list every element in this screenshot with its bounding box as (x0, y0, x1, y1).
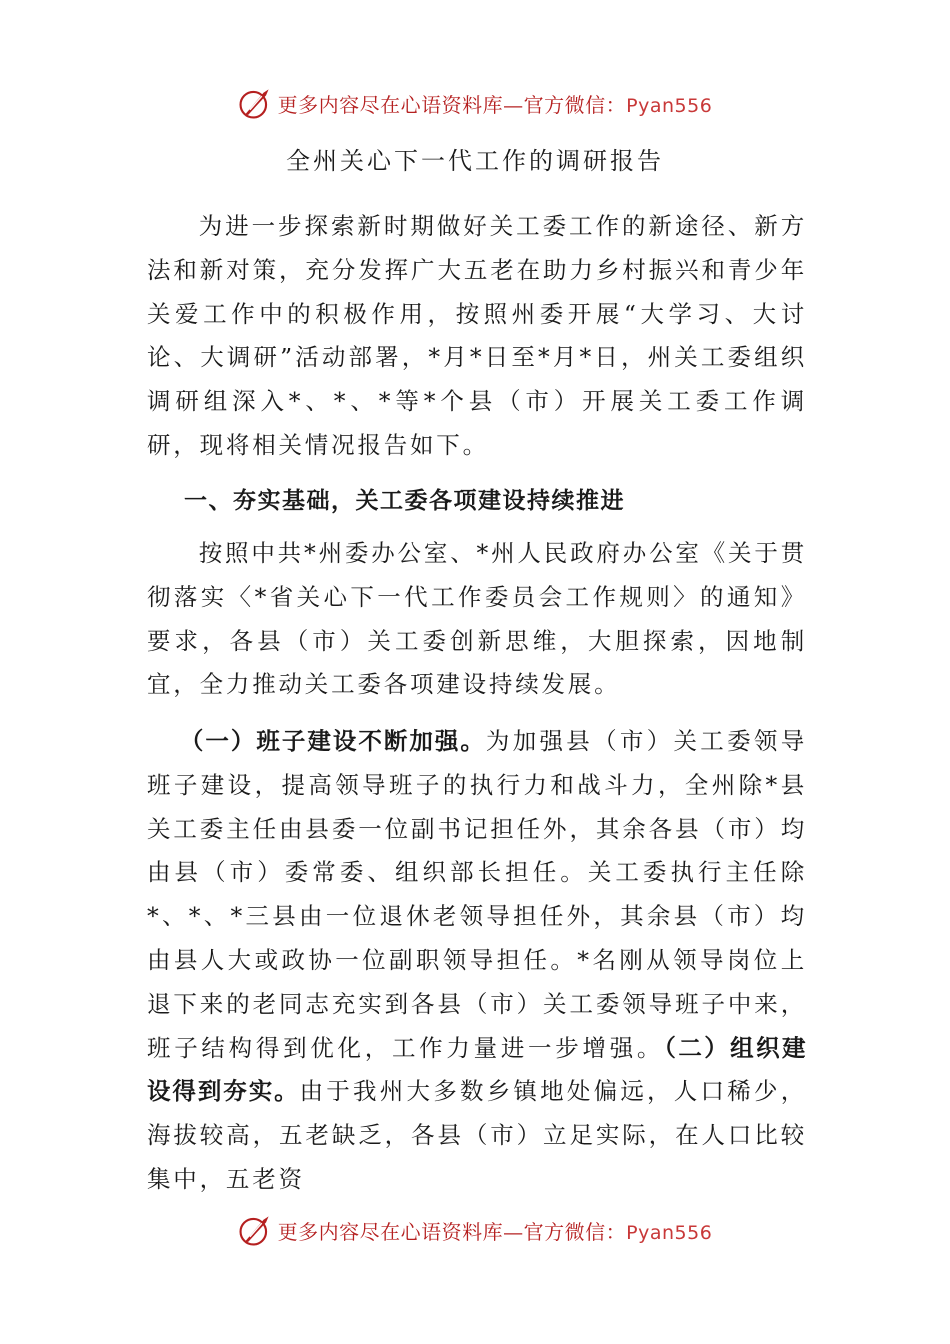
watermark-text: 更多内容尽在心语资料库—官方微信：Pyan556 (277, 1219, 713, 1244)
subsection-text-1: 为加强县（市）关工委领导班子建设，提高领导班子的执行力和战斗力，全州除*县关工委主任由县委一位副书记担任外，其余各县（市）均由县（市）委常委、组织部长担任。关工委执行主任除*、*、*三县由一位退休老领导担任外，其余县（市）均由县人大或政协一位副职领导担任。*名刚从领导岗位上退下来的老同志充实到各县（市）关工委领导班子中来，班子结构得到优化，工作力量进一步增强。 (147, 727, 807, 1062)
subsection-text-2: 由于我州大多数乡镇地处偏远，人口稀少，海拔较高，五老缺乏，各县（市）立足实际，在人口比较集中，五老资 (147, 1077, 807, 1193)
subsection-paragraph (147, 720, 807, 1202)
quill-logo-icon (238, 1213, 272, 1247)
document-title: 全州关心下一代工作的调研报告 (286, 147, 664, 175)
section-heading-1: 一、夯实基础，关工委各项建设持续推进 (184, 488, 625, 514)
wechat-handle: Pyan556 (626, 94, 713, 117)
intro-paragraph: 为进一步探索新时期做好关工委工作的新途径、新方法和新对策，充分发挥广大五老在助力乡村振兴和青少年关爱工作中的积极作用，按照州委开展“大学习、大讨论、大调研”活动部署，*月*日至*月*日，州关工委组织调研组深入*、*、*等*个县（市）开展关工委工作调研，现将相关情况报告如下。 (147, 212, 807, 459)
footer-watermark-banner (0, 1210, 950, 1250)
subsection-heading-2: （二）组织建设得到夯实。 (147, 1033, 807, 1106)
header-watermark-banner (0, 83, 950, 123)
section1-intro-paragraph: 按照中共*州委办公室、*州人民政府办公室《关于贯彻落实〈*省关心下一代工作委员会工作规则〉的通知》要求，各县（市）关工委创新思维，大胆探索，因地制宜，全力推动关工委各项建设持续发展。 (147, 539, 807, 699)
watermark-text: 更多内容尽在心语资料库—官方微信：Pyan556 (277, 92, 713, 117)
quill-logo-icon (238, 86, 272, 120)
subsection-heading-1: （一）班子建设不断加强。 (179, 727, 486, 755)
wechat-handle: Pyan556 (626, 1221, 713, 1244)
